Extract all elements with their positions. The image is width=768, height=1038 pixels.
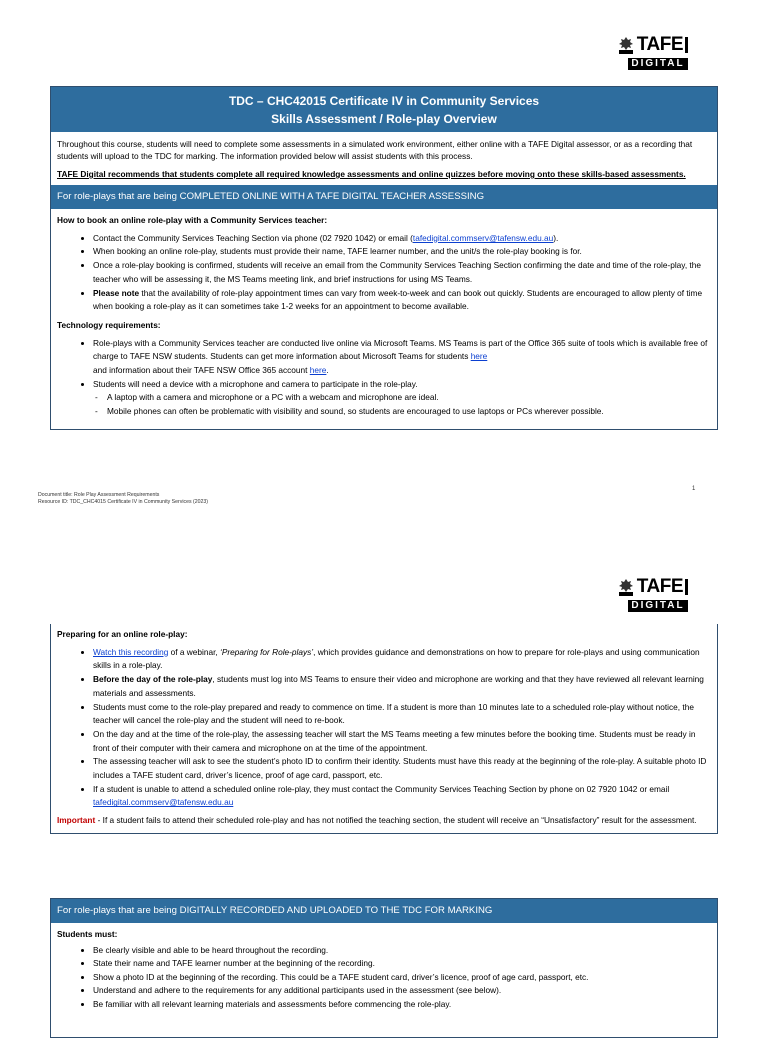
intro-section (51, 132, 717, 185)
email-link[interactable]: tafedigital.commserv@tafensw.edu.au (93, 797, 234, 808)
prep-section-content (51, 624, 717, 833)
list-item: • Contact the Community Services Teaching Section via phone (02 7920 1042) or email (tafedigital.commserv@tafensw.edu.au). (93, 232, 711, 246)
booking-heading: How to book an online role-play with a Community Services teacher: (57, 215, 328, 225)
list-item: • Once a role-play booking is confirmed, students will receive an email from the Community Services Teaching Section confirming the date and time of the role-play, the teacher who will be assessing it, the MS Teams meeting link, and brief instructions for using MS Teams. (93, 259, 711, 286)
list-item: • State their name and TAFE learner number at the beginning of the recording. (93, 957, 711, 971)
booking-list (57, 232, 711, 314)
recommendation-text: TAFE Digital recommends that students complete all required knowledge assessments and online quizzes before moving onto these skills-based assessments. (57, 169, 686, 179)
nsw-waratah-icon (618, 578, 634, 596)
students-must-list (57, 944, 711, 1012)
list-item: • Please note that the availability of role-play appointment times can vary from week-to-week and can book out quickly. Students are encouraged to allow plenty of time when booking a role-play as it can sometimes take 1-2 weeks for an appointment to become available. (93, 287, 711, 314)
list-item: • Before the day of the role-play, students must log into MS Teams to ensure their video and microphone are working and that they have reviewed all relevant learning materials and assessments. (93, 673, 711, 700)
digital-badge: DIGITAL (628, 600, 688, 612)
tafe-digital-logo (604, 576, 688, 616)
list-item: • The assessing teacher will ask to see the student’s photo ID to confirm their identity. Students must have this ready at the beginning of the role-play. A suitable photo ID includes a TAFE student card, driver’s licence, proof of age card, passport, etc. (93, 755, 711, 782)
students-must-heading: Students must: (57, 929, 118, 939)
recording-section-content (51, 923, 717, 1022)
tech-heading: Technology requirements: (57, 319, 161, 330)
overview-box (50, 86, 718, 430)
list-item: • Show a photo ID at the beginning of the recording. This could be a TAFE student card, driver’s licence, proof of age card, passport, etc. (93, 971, 711, 985)
tafe-wordmark: TAFE (636, 576, 683, 597)
tafe-digital-logo (604, 34, 688, 74)
list-item: • If a student is unable to attend a scheduled online role-play, they must contact the Community Services Teaching Section by phone on 02 7920 1042 or email tafedigital.commserv@tafensw.edu.au (93, 783, 711, 810)
online-section-content (51, 209, 717, 429)
watch-recording-link[interactable]: Watch this recording (93, 646, 169, 657)
tafe-wordmark: TAFE (636, 34, 683, 55)
document-title (51, 87, 717, 132)
title-line-2: Skills Assessment / Role-play Overview (271, 112, 497, 126)
digital-badge: DIGITAL (628, 58, 688, 70)
prep-heading: Preparing for an online role-play: (57, 629, 188, 639)
list-item: • On the day and at the time of the role-play, the assessing teacher will start the MS Teams meeting a few minutes before the booking time. Students must be ready in front of their computer with their camera and microphone on at the time of the appointment. (93, 728, 711, 755)
email-link[interactable]: tafedigital.commserv@tafensw.edu.au (412, 232, 554, 243)
list-item: • Understand and adhere to the requirements for any additional participants used in the assessment (see below). (93, 984, 711, 998)
list-item: • Students must come to the role-play prepared and ready to commence on time. If a student is more than 10 minutes late to a scheduled role-play without notice, the teacher will cancel the role-play and the student will need to re-book. (93, 701, 711, 728)
list-item: • Students will need a device with a microphone and camera to participate in the role-play. - A laptop with a camera and microphone or a PC with a webcam and microphone are ideal. - Mobile phones can often be problematic with visibility and sound, so students are encouraged to use laptops or PCs wherever possible. (93, 378, 711, 419)
list-item: • When booking an online role-play, students must provide their name, TAFE learner number, and the unit/s the role-play booking is for. (93, 245, 711, 259)
office365-info-link[interactable]: here (309, 365, 327, 376)
important-note: Important - If a student fails to attend their scheduled role-play and has not notified the teaching section, the student will receive an “Unsatisfactory” result for the assessment. (57, 815, 697, 826)
title-line-1: TDC – CHC42015 Certificate IV in Community Services (228, 94, 540, 108)
page-footer: Document title: Role Play Assessment Requirements Resource ID: TDC_CHC4015 Certificate IV in Community Services (2023) (38, 492, 208, 505)
prep-box (50, 624, 718, 834)
online-section-heading: For role-plays that are being COMPLETED ONLINE WITH A TAFE DIGITAL TEACHER ASSESSING (51, 185, 717, 209)
tech-list (57, 337, 711, 419)
prep-list (57, 646, 711, 810)
recording-section-heading: For role-plays that are being DIGITALLY RECORDED AND UPLOADED TO THE TDC FOR MARKING (51, 899, 717, 923)
list-item: • Role-plays with a Community Services teacher are conducted live online via Microsoft Teams. MS Teams is part of the Office 365 suite of tools which is available free of charge to TAFE NSW students. Students can get more information about Microsoft Teams for students here and information about their TAFE NSW Office 365 account here. (93, 337, 711, 378)
device-sublist (93, 391, 711, 418)
list-item: - A laptop with a camera and microphone or a PC with a webcam and microphone are ideal. (107, 391, 711, 405)
list-item: • Watch this recording of a webinar, ‘Preparing for Role-plays’, which provides guidance and demonstrations on how to prepare for role-plays and using communication skills in a role-play. (93, 646, 711, 673)
teams-info-link[interactable]: here (470, 351, 488, 362)
recording-box (50, 898, 718, 1038)
nsw-waratah-icon (618, 36, 634, 54)
list-item: • Be familiar with all relevant learning materials and assessments before commencing the role-play. (93, 998, 711, 1012)
list-item: • Be clearly visible and able to be heard throughout the recording. (93, 944, 711, 958)
page-number: 1 (692, 486, 696, 492)
intro-paragraph: Throughout this course, students will need to complete some assessments in a simulated work environment, either online with a TAFE Digital assessor, or as a recording that students will upload to the TDC for marking. The information provided below will assist students with this process. (57, 139, 693, 161)
list-item: - Mobile phones can often be problematic with visibility and sound, so students are encouraged to use laptops or PCs wherever possible. (107, 405, 711, 419)
